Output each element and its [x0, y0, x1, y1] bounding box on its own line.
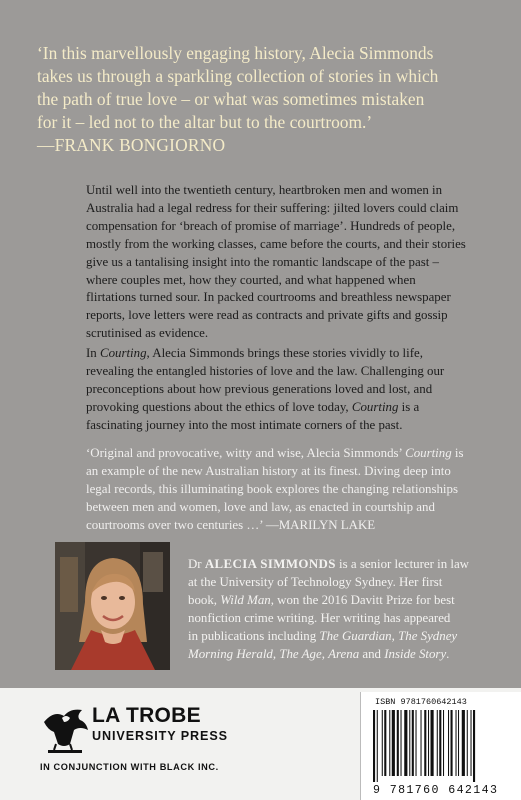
text-run: book, [188, 592, 221, 607]
blurb-line: flirtations turned sour. In packed courtrooms and breathless newspaper [86, 290, 451, 305]
blurb-line: Australia had a legal redress for their suffering: jilted lovers could claim [86, 200, 459, 215]
barcode-bar [467, 710, 468, 776]
publication-italic: Arena [328, 646, 360, 661]
text-run: In [86, 346, 100, 360]
pull-quote [37, 42, 507, 157]
review-line: legal records, this illuminating book explores the changing relationships [86, 481, 458, 496]
text-run: in publications including [188, 628, 320, 643]
publication-italic: The Guardian [319, 628, 392, 643]
barcode-bar [451, 710, 453, 776]
text-run: , Alecia Simmonds brings these stories vividly to life, [146, 346, 423, 360]
text-run: , [321, 646, 329, 661]
review-line: an example of the new Australian history at its finest. Diving deep into [86, 463, 451, 478]
barcode-bar [392, 710, 395, 776]
barcode-bar [473, 710, 475, 782]
isbn-label: ISBN 9781760642143 [375, 697, 467, 707]
review-line: between men and women, love and law, as enacted in courtship and [86, 499, 435, 514]
bio-line [188, 628, 498, 646]
barcode-bar [416, 710, 417, 776]
barcode-bar [462, 710, 465, 776]
barcode-panel [360, 692, 521, 800]
publisher-subtitle: UNIVERSITY PRESS [92, 729, 228, 743]
bio-line: at the University of Technology Sydney. Her first [188, 574, 443, 589]
barcode-bar [424, 710, 426, 776]
blurb-line: fascinating journey into the most intimate corners of the past. [86, 417, 403, 432]
barcode-bar [456, 710, 457, 776]
eagle-logo-icon [40, 704, 90, 758]
blurb-line: preconceptions about how previous generations loved and lost, and [86, 381, 433, 396]
publisher-name: LA TROBE [92, 704, 201, 727]
blurb-paragraph-2 [86, 345, 496, 435]
author-name: ALECIA SIMMONDS [204, 557, 336, 571]
barcode-bar [471, 710, 472, 776]
barcode-bar [448, 710, 449, 776]
barcode-digits: 9 781760 642143 [373, 784, 499, 797]
text-run: is a senior lecturer in law [335, 557, 469, 571]
author-photo [55, 542, 170, 670]
text-run: , won the 2016 Davitt Prize for best [270, 592, 455, 607]
text-run: is [451, 446, 464, 460]
barcode-bar [373, 710, 375, 782]
barcode-bar [404, 710, 407, 776]
barcode-bar [409, 710, 410, 776]
barcode-icon [369, 710, 517, 782]
publication-italic: Morning Herald [188, 646, 273, 661]
quote-attribution: —FRANK BONGIORNO [37, 135, 226, 155]
book-title-italic: Courting [351, 399, 399, 414]
blurb-line: mostly from the working classes, came before the courts, and their stories [86, 236, 466, 251]
publisher-association: IN CONJUNCTION WITH BLACK INC. [40, 762, 219, 772]
blurb-line: Until well into the twentieth century, heartbroken men and women in [86, 183, 443, 197]
blurb-line: give us a tantalising insight into the romantic landscape of the past – [86, 254, 439, 269]
blurb-line: reports, love letters were read as contracts and private gifts and gossip [86, 308, 448, 323]
text-run: ‘Original and provocative, witty and wise, Alecia Simmonds’ [86, 446, 406, 460]
barcode-bar [401, 710, 402, 776]
barcode-bar [377, 710, 378, 782]
barcode-bar [431, 710, 434, 776]
blurb-line [86, 345, 496, 363]
author-portrait-image [55, 542, 170, 670]
barcode-bar [439, 710, 441, 776]
text-run: . [446, 646, 450, 661]
review-line: courtrooms over two centuries …’ —MARILYN LAKE [86, 517, 376, 532]
text-run: Dr [188, 557, 205, 571]
quote-line: for it – led not to the altar but to the courtroom.’ [37, 112, 373, 132]
publication-italic: The Age [279, 646, 322, 661]
blurb-line: scrutinised as evidence. [86, 326, 209, 341]
blurb-line: compensation for ‘breach of promise of marriage’. Hundreds of people, [86, 218, 456, 233]
bio-line [188, 646, 498, 664]
barcode-bar [397, 710, 399, 776]
quote-line: the path of true love – or what was sometimes mistaken [37, 89, 425, 109]
blurb-line [86, 399, 496, 417]
bio-line: nonfiction crime writing. Her writing has appeared [188, 610, 451, 625]
barcode-bar [443, 710, 444, 776]
publisher-footer [0, 688, 521, 800]
text-run: , [391, 628, 399, 643]
text-run: , [272, 646, 280, 661]
book-title-italic: Wild Man [220, 592, 271, 607]
blurb-line: revealing the entangled histories of love and the law. Challenging our [86, 363, 445, 378]
book-title-italic: Courting [99, 346, 147, 360]
blurb-line: where couples met, how they courted, and what happened when [86, 272, 416, 287]
text-run: is a [398, 399, 420, 414]
author-bio [188, 556, 498, 663]
review-quote [86, 445, 506, 535]
text-run: provoking questions about the ethics of love today, [86, 399, 352, 414]
bio-line [188, 592, 498, 610]
bio-line [188, 556, 498, 574]
barcode-bar [437, 710, 438, 776]
review-line [86, 445, 506, 463]
barcode-bar [389, 710, 390, 776]
text-run: and [359, 646, 385, 661]
book-title-italic: Courting [405, 446, 452, 460]
quote-line: takes us through a sparkling collection of stories in which [37, 66, 439, 86]
publication-italic: The Sydney [398, 628, 458, 643]
barcode-bar [382, 710, 383, 776]
barcode-bar [412, 710, 414, 776]
blurb-paragraph-1 [86, 182, 496, 343]
barcode-bar [458, 710, 459, 776]
barcode-bar [384, 710, 386, 776]
quote-line: ‘In this marvellously engaging history, Alecia Simmonds [37, 43, 434, 63]
publication-italic: Inside Story [384, 646, 447, 661]
barcode-bar [428, 710, 429, 776]
barcode-bar [421, 710, 422, 776]
